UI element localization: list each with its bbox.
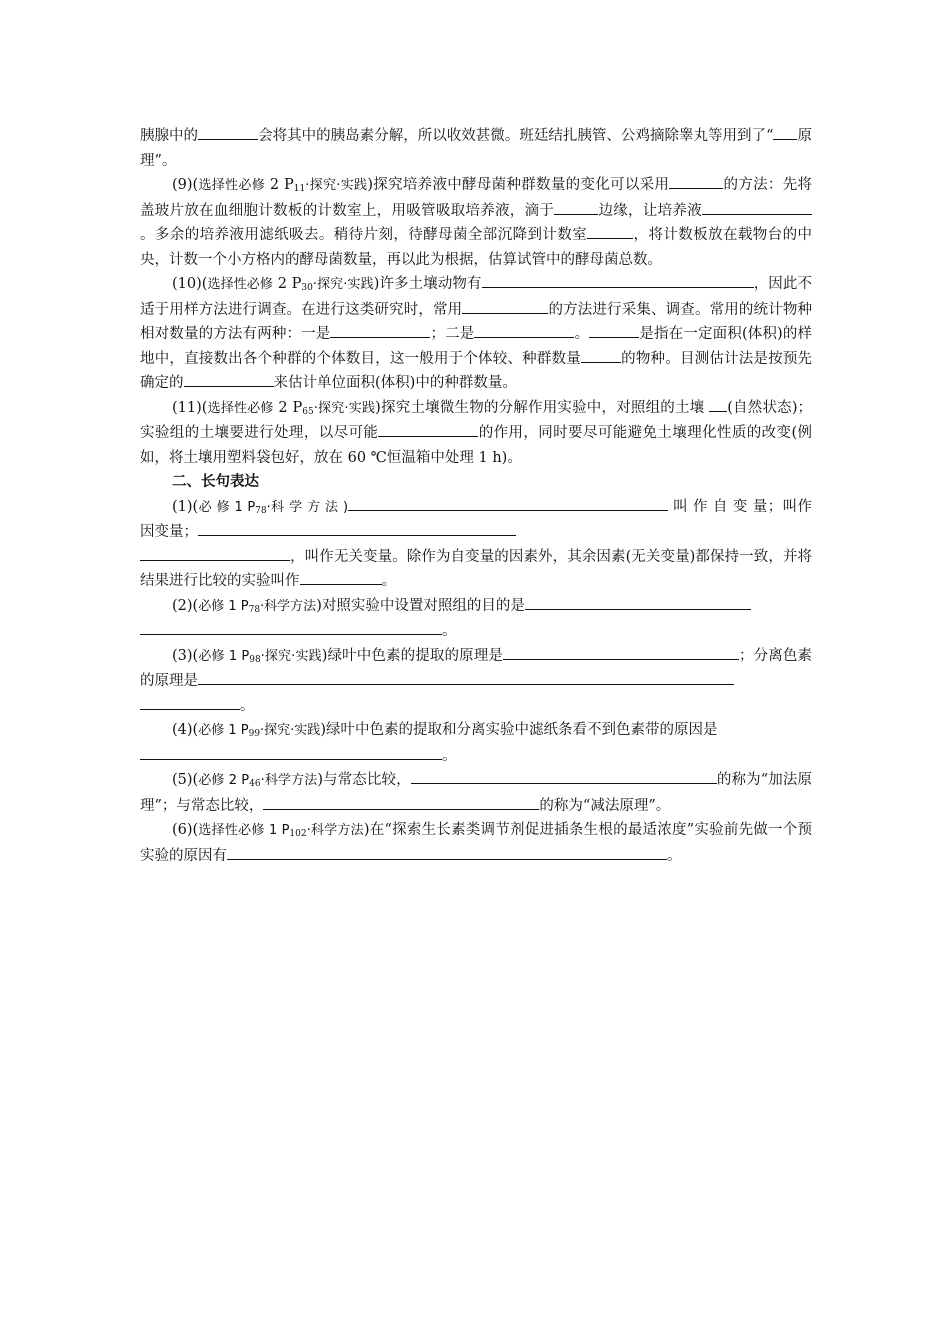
blank[interactable] <box>587 223 633 239</box>
blank[interactable] <box>140 694 240 710</box>
long-answer-5: (5)(必修 2 $P_{46}\cdot$科学方法)与常态比较， 的称为“加法原理”；与常态比较， 的称为“减法原理”。 <box>140 768 812 818</box>
long-answer-4: (4)(必修 1 $P_{99}\cdot$探究·实践)绿叶中色素的提取和分离实验中滤纸条看不到色素带的原因是 。 <box>140 718 812 768</box>
blank[interactable] <box>525 594 751 610</box>
blank[interactable] <box>773 124 797 140</box>
blank[interactable] <box>589 322 639 338</box>
blank[interactable] <box>140 619 442 635</box>
blank[interactable] <box>198 124 258 140</box>
blank[interactable] <box>503 644 739 660</box>
blank[interactable] <box>378 421 478 437</box>
blank[interactable] <box>482 272 754 288</box>
long-answer-1: (1)(必 修 1 $P_{78}\cdot$科 学 方 法 ) 叫 作 自 变 量；叫作因变量； ，叫作无关变量。除作为自变量的因素外，其余因素(无关变量)都保持一致，并将结果进行比较的实验叫作 。 <box>140 495 812 594</box>
blank[interactable] <box>702 199 812 215</box>
blank[interactable] <box>330 322 430 338</box>
blank[interactable] <box>348 495 668 511</box>
question-9: (9)(选择性必修 2 $P_{11}\cdot$探究·实践)探究培养液中酵母菌种群数量的变化可以采用 的方法：先将盖玻片放在血细胞计数板的计数室上，用吸管吸取培养液，滴于 边缘，让培养液。多余的培养液用滤纸吸去。稍待片刻，待酵母菌全部沉降到计数室 ，将计数板放在载物台的中央，计数一个小方格内的酵母菌数量，再以此为根据，估算试管中的酵母菌总数。 <box>140 173 812 272</box>
blank[interactable] <box>198 520 516 536</box>
blank[interactable] <box>709 396 727 412</box>
blank[interactable] <box>669 173 723 189</box>
blank[interactable] <box>198 669 734 685</box>
blank[interactable] <box>227 844 667 860</box>
blank[interactable] <box>554 199 598 215</box>
blank[interactable] <box>411 768 717 784</box>
blank[interactable] <box>474 322 574 338</box>
long-answer-2: (2)(必修 1 $P_{78}\cdot$科学方法)对照实验中设置对照组的目的是 。 <box>140 594 812 644</box>
blank[interactable] <box>300 569 382 585</box>
long-answer-6: (6)(选择性必修 1 $P_{102}\cdot$科学方法)在“探索生长素类调节剂促进插条生根的最适浓度”实验前先做一个预实验的原因有 。 <box>140 822 812 864</box>
document-page <box>140 124 812 868</box>
section-title: 二、长句表达 <box>172 474 259 490</box>
blank[interactable] <box>581 347 621 363</box>
blank[interactable] <box>263 794 539 810</box>
long-answer-3: (3)(必修 1 $P_{98}\cdot$探究·实践)绿叶中色素的提取的原理是 ；分离色素的原理是 。 <box>140 644 812 719</box>
blank[interactable] <box>140 545 290 561</box>
question-10: (10)(选择性必修 2 $P_{30}\cdot$探究·实践)许多土壤动物有 ，因此不适于用样方法进行调查。在进行这类研究时，常用 的方法进行采集、调查。常用的统计物种相对数量的方法有两种：一是 ；二是 。 是指在一定面积(体积)的样地中，直接数出各个种群的个体数目，这一般用于个体较、种群数量 的物种。目测估计法是按预先确定的 来估计单位面积(体积)中的种群数量。 <box>140 272 812 396</box>
paragraph-8-continued: 胰腺中的 会将其中的胰岛素分解，所以收效甚微。班廷结扎胰管、公鸡摘除睾丸等用到了“ 原理”。 <box>140 124 812 173</box>
blank[interactable] <box>140 744 442 760</box>
question-11: (11)(选择性必修 2 $P_{65}\cdot$探究·实践)探究土壤微生物的分解作用实验中，对照组的土壤 (自然状态)；实验组的土壤要进行处理，以尽可能 的作用，同时要尽可能避免土壤理化性质的改变(例如，将土壤用塑料袋包好，放在 60 ℃恒温箱中处理 1 h)。 <box>140 396 812 471</box>
blank[interactable] <box>462 298 548 314</box>
blank[interactable] <box>184 371 274 387</box>
